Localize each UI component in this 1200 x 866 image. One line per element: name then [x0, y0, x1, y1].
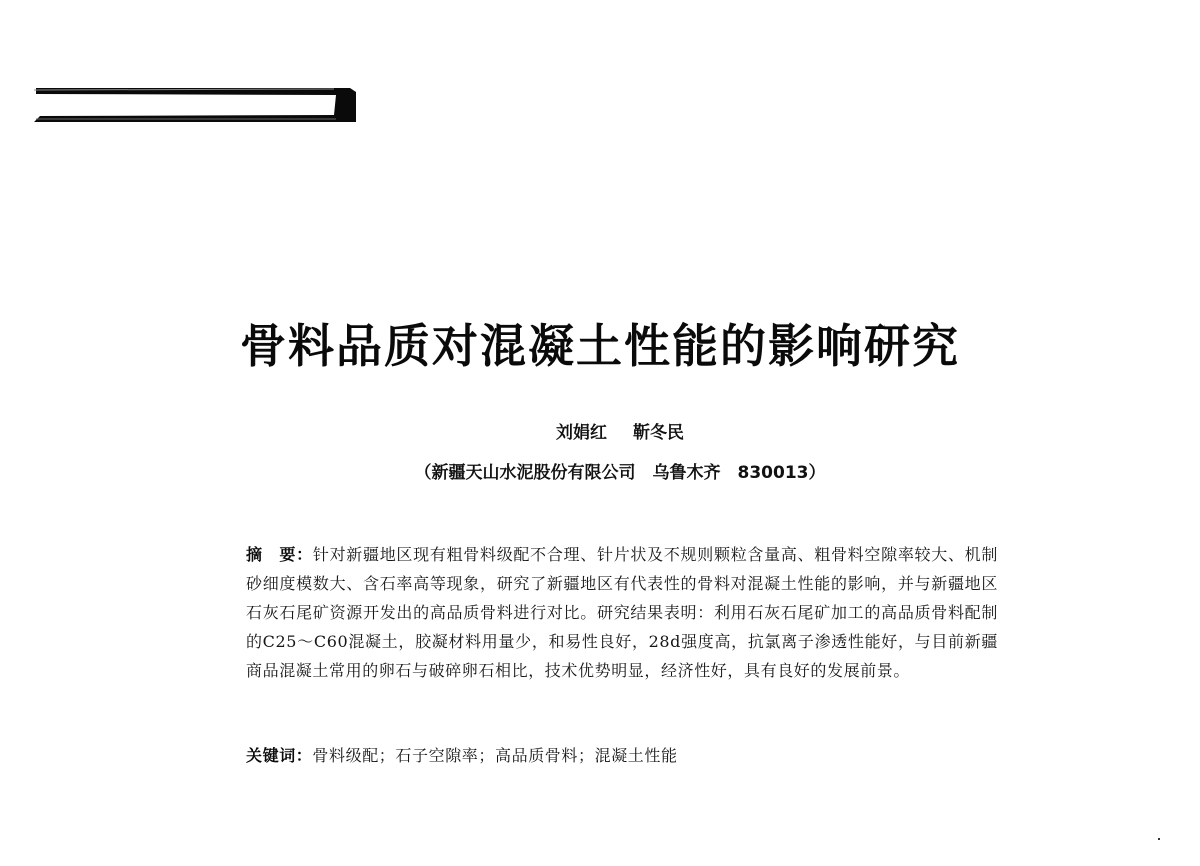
abstract-text: 针对新疆地区现有粗骨料级配不合理、针片状及不规则颗粒含量高、粗骨料空隙率较大、机制砂细度模数大、含石率高等现象，研究了新疆地区有代表性的骨料对混凝土性能的影响，并与新疆地区石灰石尾矿资源开发出的高品质骨料进行对比。研究结果表明：利用石灰石尾矿加工的高品质骨料配制的C25～C60混凝土，胶凝材料用量少，和易性良好，28d强度高，抗氯离子渗透性能好，与目前新疆商品混凝土常用的卵石与破碎卵石相比，技术优势明显，经济性好，具有良好的发展前景。: [246, 545, 998, 680]
author-name: 刘娟红: [556, 423, 607, 443]
author-name: 靳冬民: [633, 423, 684, 443]
abstract-label: 摘 要：: [246, 545, 313, 564]
header-decorative-bar: [34, 86, 356, 124]
paper-title: 骨料品质对混凝土性能的影响研究: [240, 319, 960, 373]
abstract: [246, 540, 998, 685]
scan-speck: [1158, 838, 1160, 840]
header-bar-shape: [34, 88, 356, 122]
author-list: [0, 418, 1200, 443]
keywords-text: 骨料级配；石子空隙率；高品质骨料；混凝土性能: [312, 746, 678, 765]
keywords: [246, 743, 998, 769]
keywords-label: 关键词：: [246, 746, 313, 765]
header-bar-graphic: [34, 86, 356, 124]
author-affiliation: （新疆天山水泥股份有限公司 乌鲁木齐 830013）: [414, 463, 826, 483]
